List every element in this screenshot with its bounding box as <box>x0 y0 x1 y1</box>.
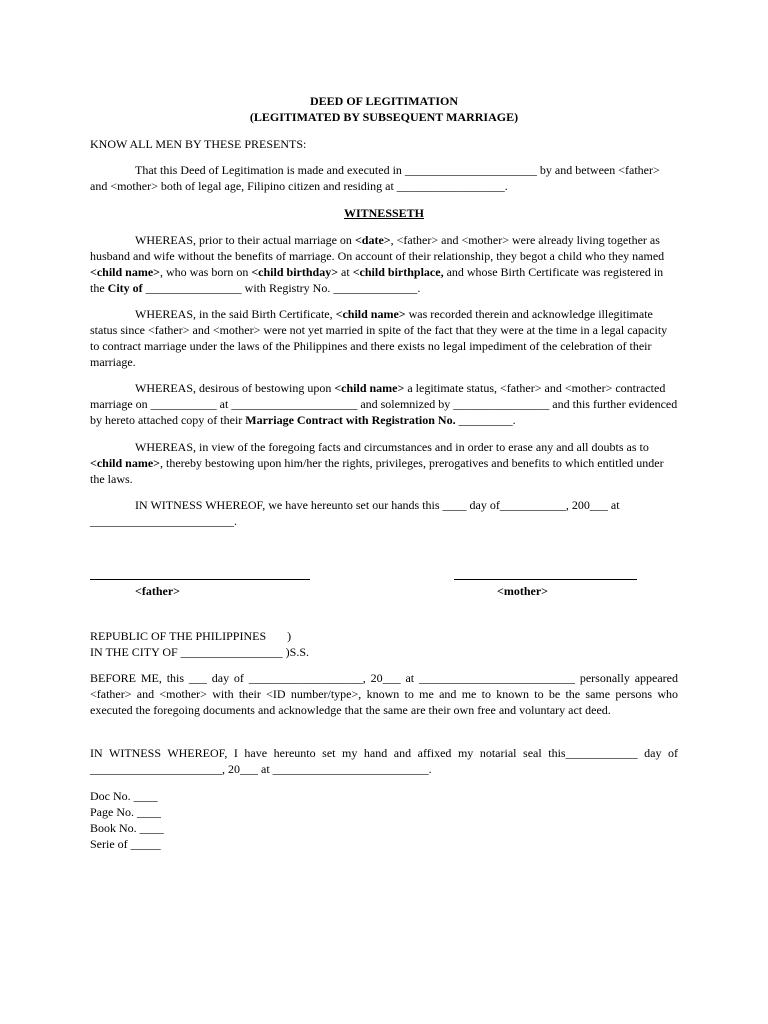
in-witness-line-2: ________________________. <box>90 514 237 528</box>
text-segment: with Registry No. <box>241 281 334 295</box>
text-segment: WHEREAS, prior to their actual marriage on <box>135 233 355 247</box>
text-segment: WHEREAS, in the said Birth Certificate, <box>135 307 336 321</box>
text-segment: and whose Birth Certificate was registered in the <box>90 265 664 295</box>
paragraph-in-witness <box>90 497 678 529</box>
text-segment: at <box>216 397 232 411</box>
blank-registration-no: _________ <box>458 413 513 427</box>
placeholder-child-birthplace: <child birthplace, <box>352 265 444 279</box>
blank-residence: __________________ <box>396 179 505 193</box>
text-segment: and this further evidenced by hereto attached copy of their <box>90 397 678 427</box>
deed-subtitle: (LEGITIMATED BY SUBSEQUENT MARRIAGE) <box>249 110 519 124</box>
deed-title: DEED OF LEGITIMATION <box>309 94 459 108</box>
father-signature-line <box>90 579 310 580</box>
placeholder-child-name: <child name> <box>90 265 161 279</box>
venue-city: IN THE CITY OF _________________ )S.S. <box>90 645 310 659</box>
text-segment: That this Deed of Legitimation is made and executed in <box>135 163 405 177</box>
placeholder-child-name: <child name> <box>90 456 161 470</box>
text-segment: by and between <father> and <mother> both of legal age, Filipino citizen and residing at <box>90 163 660 193</box>
mother-signature-label: <mother> <box>497 584 548 598</box>
venue-republic: REPUBLIC OF THE PHILIPPINES ) <box>90 629 292 643</box>
text-segment: . <box>417 281 421 295</box>
intro-text: KNOW ALL MEN BY THESE PRESENTS: <box>90 137 307 151</box>
placeholder-date: <date> <box>354 233 391 247</box>
placeholder-child-birthday: <child birthday> <box>251 265 339 279</box>
blank-place-of-execution: ______________________ <box>404 163 537 177</box>
placeholder-child-name: <child name> <box>334 381 405 395</box>
page-number: Page No. ____ <box>90 805 161 819</box>
blank-city: ________________ <box>145 281 242 295</box>
book-number: Book No. ____ <box>90 821 164 835</box>
paragraph-execution <box>90 162 678 194</box>
blank-registry-no: ______________ <box>333 281 418 295</box>
text-segment: a legitimate status, <father> and <mother> contracted marriage on <box>90 381 666 411</box>
paragraph-whereas-3 <box>90 380 678 428</box>
notary-before-me: BEFORE ME, this ___ day of ___________________, 20___ at __________________________ personally appeared <father> and <mother> with their <ID number/type>, known to me and me to known to be the same persons who executed the foregoing documents and acknowledge that the same are their own free and voluntary act deed. <box>90 671 678 717</box>
placeholder-child-name: <child name> <box>335 307 406 321</box>
text-segment: , who was born on <box>160 265 252 279</box>
father-signature-label: <father> <box>135 584 180 598</box>
marriage-contract-label: Marriage Contract with Registration No. <box>245 413 459 427</box>
text-segment: , <father> and <mother> were already living together as husband and wife without the benefits of marriage. On account of their relationship, they begot a child who they named <box>90 233 665 263</box>
serie-number: Serie of _____ <box>90 837 161 851</box>
doc-number: Doc No. ____ <box>90 789 158 803</box>
paragraph-whereas-2 <box>90 306 678 370</box>
blank-solemnizing-officer: ________________ <box>453 397 550 411</box>
text-segment: . <box>504 179 508 193</box>
text-segment: , thereby bestowing upon him/her the rights, privileges, prerogatives and benefits to which entitled under the laws. <box>90 456 664 486</box>
witnesseth-heading: WITNESSETH <box>343 206 425 220</box>
city-label: City of <box>107 281 146 295</box>
text-segment: at <box>338 265 353 279</box>
text-segment: . <box>512 413 516 427</box>
paragraph-whereas-4 <box>90 439 678 487</box>
blank-marriage-date: ___________ <box>150 397 217 411</box>
blank-marriage-place: _____________________ <box>231 397 358 411</box>
text-segment: and solemnized by <box>357 397 454 411</box>
paragraph-whereas-1 <box>90 232 678 296</box>
text-segment: WHEREAS, desirous of bestowing upon <box>135 381 335 395</box>
in-witness-line-1: IN WITNESS WHEREOF, we have hereunto set our hands this ____ day of___________, 200___ at <box>135 498 620 512</box>
text-segment: was recorded therein and acknowledge illegitimate status since <father> and <mother> were not yet married in spite of the fact that they were at the time in a legal capacity to contract marriage under the laws of the Philippines and there exists no legal impediment of the celebration of their marriage. <box>90 307 668 369</box>
mother-signature-line <box>454 579 637 580</box>
notary-in-witness: IN WITNESS WHEREOF, I have hereunto set my hand and affixed my notarial seal this____________ day of ______________________, 20___ at __________________________. <box>90 746 678 776</box>
text-segment: WHEREAS, in view of the foregoing facts and circumstances and in order to erase any and all doubts as to <box>135 440 649 454</box>
